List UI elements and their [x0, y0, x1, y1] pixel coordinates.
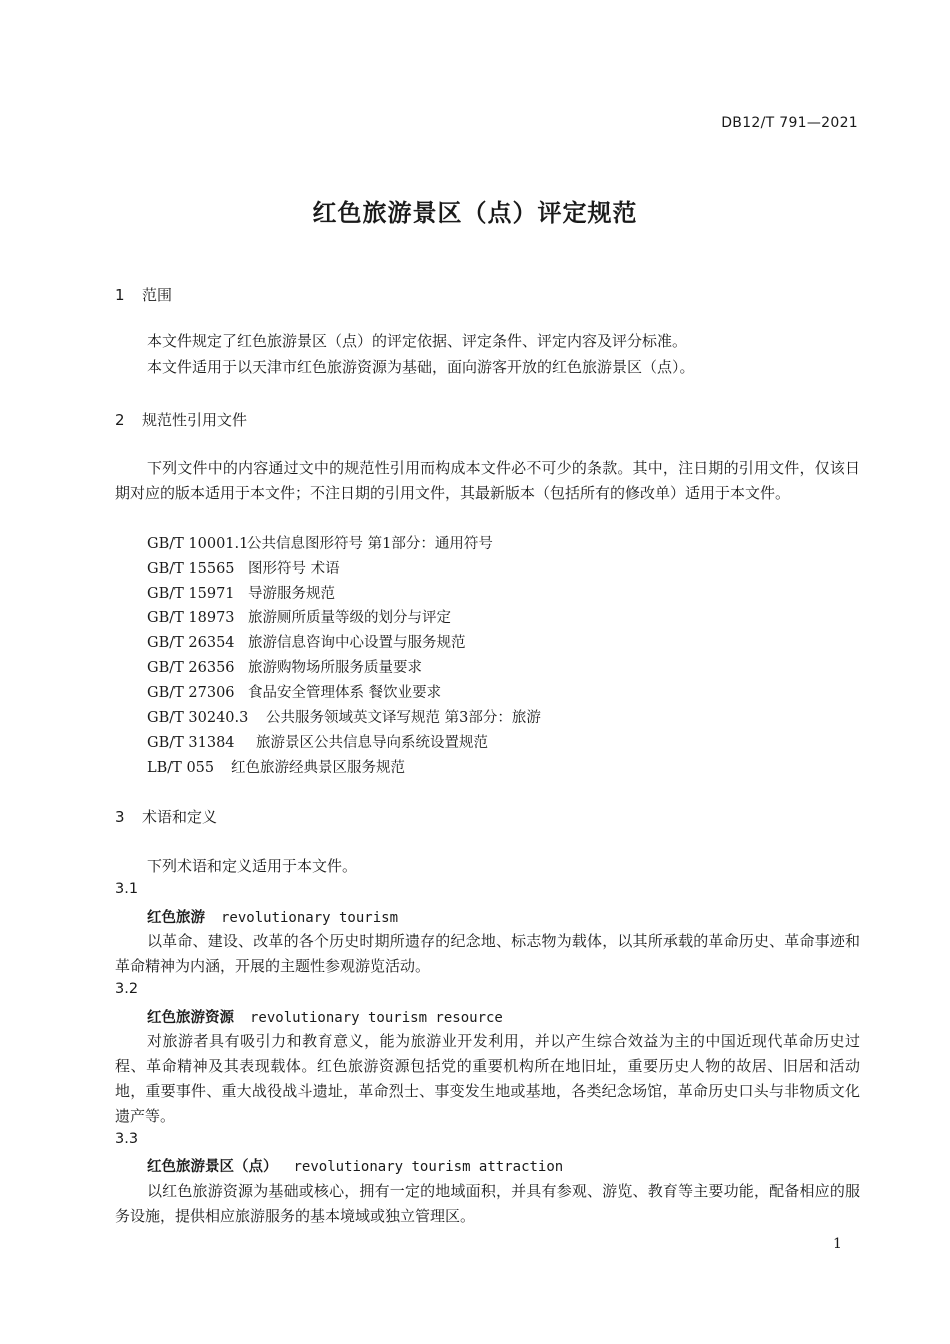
references-intro: 下列文件中的内容通过文中的规范性引用而构成本文件必不可少的条款。其中，注日期的引用文件，仅该日期对应的版本适用于本文件；不注日期的引用文件，其最新版本（包括所有的修改单）适用于本文件。: [115, 459, 860, 502]
page-number: 1: [833, 1236, 842, 1252]
term-number: 3.2: [115, 981, 139, 997]
section-title: 范围: [142, 286, 173, 304]
term-english: revolutionary tourism attraction: [293, 1159, 564, 1175]
section-number: 2: [115, 411, 125, 429]
reference-code: GB/T 27306: [147, 685, 235, 701]
reference-item: [147, 557, 340, 578]
term-english: revolutionary tourism resource: [250, 1010, 503, 1026]
section-title: 规范性引用文件: [142, 411, 248, 429]
term-title: [147, 1155, 563, 1176]
section-heading-terms-and-definitions: [115, 806, 217, 827]
reference-title: 旅游厕所质量等级的划分与评定: [248, 610, 451, 626]
section-heading-normative-references: [115, 409, 247, 430]
reference-item: [147, 731, 488, 752]
document-title: 红色旅游景区（点）评定规范: [312, 199, 638, 227]
reference-item: [147, 656, 422, 677]
reference-code: GB/T 26354: [147, 635, 235, 651]
reference-code: LB/T 055: [147, 760, 215, 776]
reference-code: GB/T 15971: [147, 586, 235, 602]
term-definition: 以红色旅游资源为基础或核心，拥有一定的地域面积，并具有参观、游览、教育等主要功能，配备相应的服务设施，提供相应旅游服务的基本境域或独立管理区。: [115, 1182, 860, 1225]
reference-item: [147, 756, 405, 777]
term-number: 3.1: [115, 881, 139, 897]
reference-title: 旅游信息咨询中心设置与服务规范: [248, 635, 466, 651]
reference-item: [147, 681, 441, 702]
reference-title: 导游服务规范: [248, 586, 335, 602]
reference-item: [147, 706, 541, 727]
scope-paragraph-1: 本文件规定了红色旅游景区（点）的评定依据、评定条件、评定内容及评分标准。: [147, 332, 688, 350]
term-definition: 以革命、建设、改革的各个历史时期所遗存的纪念地、标志物为载体，以其所承载的革命历史、革命事迹和革命精神为内涵，开展的主题性参观游览活动。: [115, 932, 860, 975]
reference-title: 公共服务领域英文译写规范 第3部分：旅游: [266, 710, 541, 726]
section-heading-scope: [115, 284, 172, 305]
term-english: revolutionary tourism: [221, 910, 399, 926]
reference-item: [147, 631, 466, 652]
term-chinese: 红色旅游资源: [147, 1010, 234, 1026]
reference-title: 图形符号 术语: [248, 561, 340, 577]
reference-title: 旅游购物场所服务质量要求: [248, 660, 422, 676]
term-chinese: 红色旅游: [147, 910, 205, 926]
reference-code: GB/T 10001.1: [147, 536, 249, 552]
reference-code: GB/T 30240.3: [147, 710, 249, 726]
section-number: 3: [115, 808, 125, 826]
section-title: 术语和定义: [142, 808, 218, 826]
reference-item: [147, 582, 335, 603]
reference-code: GB/T 18973: [147, 610, 235, 626]
term-chinese: 红色旅游景区（点）: [147, 1159, 278, 1175]
reference-item: [147, 532, 493, 553]
term-definition: 对旅游者具有吸引力和教育意义，能为旅游业开发利用，并以产生综合效益为主的中国近现代革命历史过程、革命精神及其表现载体。红色旅游资源包括党的重要机构所在地旧址，重要历史人物的故居、旧居和活动地，重要事件、重大战役战斗遗址，革命烈士、事变发生地或基地，各类纪念场馆，革命历史口头与非物质文化遗产等。: [115, 1032, 860, 1125]
scope-paragraph-2: 本文件适用于以天津市红色旅游资源为基础，面向游客开放的红色旅游景区（点）。: [147, 358, 695, 376]
standard-code: DB12/T 791—2021: [721, 115, 858, 131]
term-number: 3.3: [115, 1131, 139, 1147]
term-title: [147, 906, 398, 927]
terms-intro: 下列术语和定义适用于本文件。: [147, 857, 358, 875]
reference-title: 公共信息图形符号 第1部分：通用符号: [247, 536, 493, 552]
section-number: 1: [115, 286, 125, 304]
reference-code: GB/T 15565: [147, 561, 235, 577]
reference-code: GB/T 31384: [147, 735, 235, 751]
reference-title: 红色旅游经典景区服务规范: [231, 760, 405, 776]
term-title: [147, 1006, 503, 1027]
reference-code: GB/T 26356: [147, 660, 235, 676]
reference-title: 食品安全管理体系 餐饮业要求: [248, 685, 442, 701]
reference-title: 旅游景区公共信息导向系统设置规范: [256, 735, 488, 751]
reference-item: [147, 606, 451, 627]
